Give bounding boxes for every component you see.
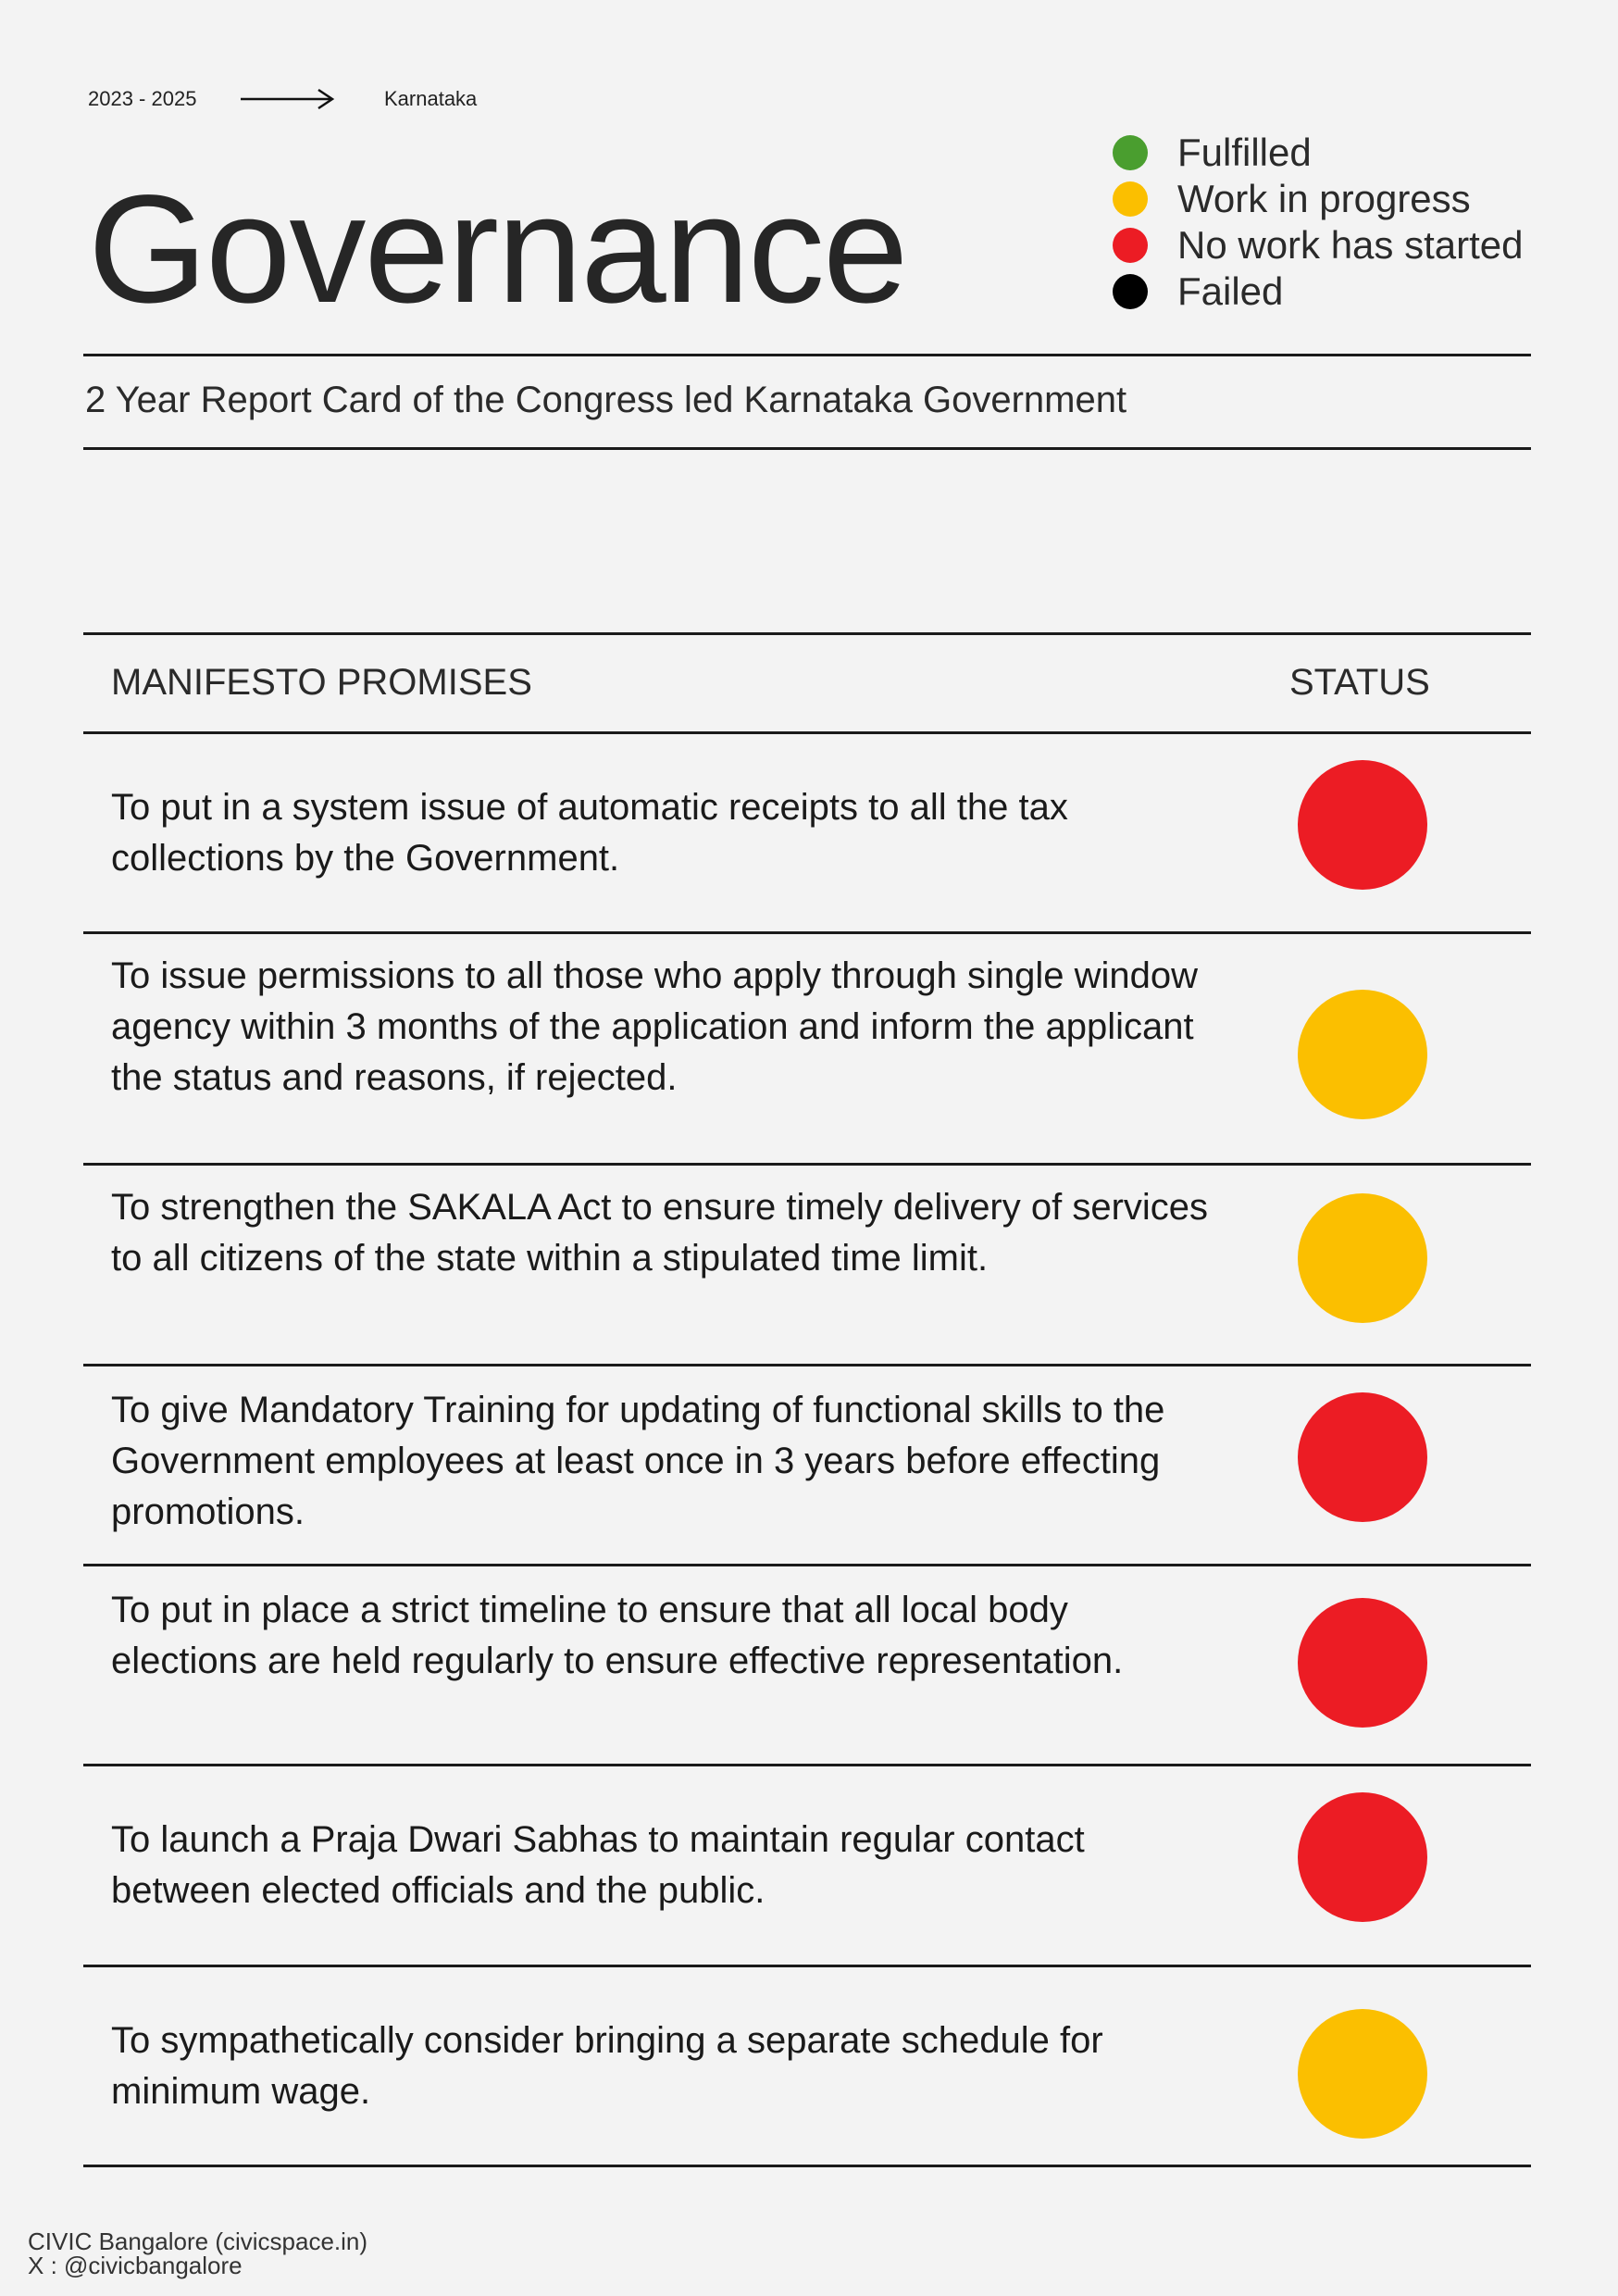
page-subtitle: 2 Year Report Card of the Congress led Karnataka Government [85, 380, 1127, 420]
legend-label: Failed [1177, 269, 1284, 313]
promise-text: To put in a system issue of automatic receipts to all the tax collections by the Government. [111, 787, 1068, 879]
divider [83, 354, 1531, 356]
status-dot-icon [1298, 1392, 1427, 1522]
legend-label: Work in progress [1177, 177, 1471, 220]
period-label: 2023 - 2025 [88, 87, 197, 110]
status-dot-icon [1298, 990, 1427, 1119]
column-header-promises: MANIFESTO PROMISES [111, 662, 532, 703]
legend-item-failed [1113, 268, 1524, 315]
divider [83, 447, 1531, 450]
page-title: Governance [88, 164, 907, 335]
region-label: Karnataka [384, 87, 478, 110]
column-header-status: STATUS [1289, 662, 1430, 703]
header-meta [88, 87, 478, 111]
table-header [111, 662, 1430, 704]
promise-text: To give Mandatory Training for updating of functional skills to the Government employees at least once in 3 years before effecting promotions. [111, 1390, 1165, 1532]
arrow-right-icon [239, 87, 336, 115]
legend-item-not-started [1113, 222, 1524, 268]
footer-credit: CIVIC Bangalore (civicspace.in) [28, 2227, 368, 2255]
promise-text: To issue permissions to all those who apply through single window agency within 3 months of the application and inform the applicant the status and reasons, if rejected. [111, 955, 1198, 1098]
legend-item-in-progress [1113, 176, 1524, 222]
table-row [83, 1967, 1531, 2167]
failed-dot-icon [1113, 274, 1148, 309]
table-row [83, 934, 1531, 1166]
footer-handle: X : @civicbangalore [28, 2252, 243, 2279]
table-row [83, 1766, 1531, 1967]
table-row [83, 1366, 1531, 1566]
table-top-rule [83, 632, 1531, 635]
status-dot-icon [1298, 1792, 1427, 1922]
legend-label: No work has started [1177, 223, 1524, 267]
fulfilled-dot-icon [1113, 135, 1148, 170]
table-row [83, 1566, 1531, 1766]
divider [83, 2165, 1531, 2167]
legend-label: Fulfilled [1177, 131, 1312, 174]
legend-item-fulfilled [1113, 130, 1524, 176]
status-dot-icon [1298, 2009, 1427, 2139]
not-started-dot-icon [1113, 228, 1148, 263]
promise-text: To launch a Praja Dwari Sabhas to maintain regular contact between elected officials and the public. [111, 1819, 1085, 1911]
status-dot-icon [1298, 760, 1427, 890]
status-dot-icon [1298, 1598, 1427, 1728]
promise-text: To strengthen the SAKALA Act to ensure timely delivery of services to all citizens of the state within a stipulated time limit. [111, 1187, 1209, 1279]
promise-text: To sympathetically consider bringing a separate schedule for minimum wage. [111, 2020, 1103, 2112]
legend [1113, 130, 1524, 315]
table-row [83, 1166, 1531, 1366]
in-progress-dot-icon [1113, 181, 1148, 217]
promise-text: To put in place a strict timeline to ensure that all local body elections are held regularly to ensure effective representation. [111, 1590, 1124, 1681]
footer [28, 2229, 367, 2277]
status-dot-icon [1298, 1193, 1427, 1323]
table-row [83, 734, 1531, 934]
